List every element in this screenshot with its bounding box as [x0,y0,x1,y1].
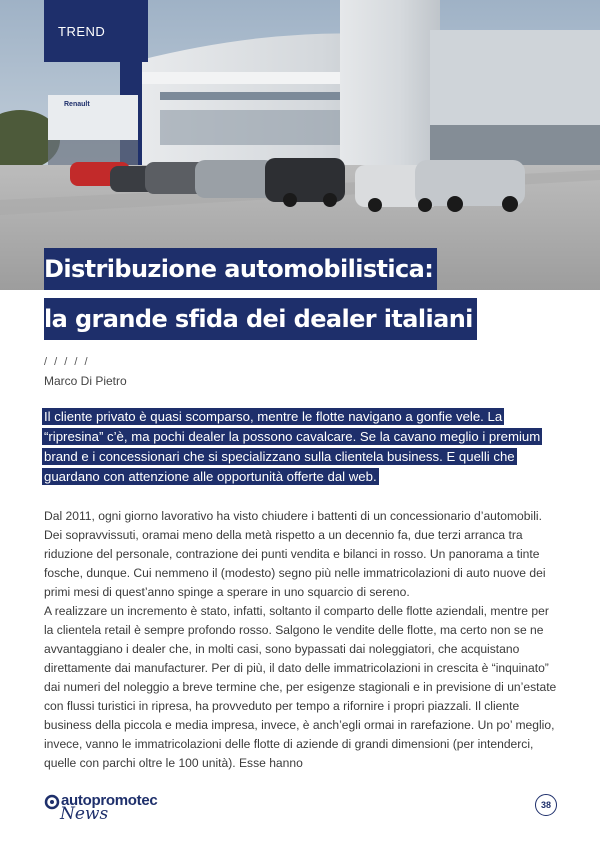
section-tag-label: TREND [58,23,106,39]
section-tag [44,0,148,62]
logo-brand-name: autopromotec [61,792,158,809]
logo-mark-icon [44,794,60,810]
lead-paragraph [42,407,562,487]
body-paragraph-2: A realizzare un incremento è stato, infatti, soltanto il comparto delle flotte aziendali, mentre per la clientela retail è sempre profondo rosso. Salgono le vendite delle flotte, ma certo non se ne avvantaggiano i dealer che, in molti casi, sono bypassati dai noleggiatori, che acquistano direttamente dai manufacturer. Per di più, il dato delle immatricolazioni in crescita è “inquinato” dai numeri del noleggio a breve termine che, per esigenze stagionali e in previsione di un’estate con flussi turistici in ripresa, ha provveduto per tempo a rifornire i propri piazzali. Il cliente business della piccola e media impresa, invece, è anch’egli ormai in rarefazione. Un po’ meglio, invece, vanno le immatricolazioni delle flotte di aziende di grandi dimensioni (per intenderci, quelle con parchi oltre le 100 unità). Esse hanno [44,604,557,770]
body-paragraph-1: Dal 2011, ogni giorno lavorativo ha visto chiudere i battenti di un concessionario d’automobili. Dei sopravvissuti, oramai meno della metà rispetto a un decennio fa, due terzi arranca tra riduzione del personale, contrazione dei punti vendita e bilanci in rosso. Un panorama a tinte fosche, dunque. Cui nemmeno il (modesto) segno più nelle immatricolazioni di auto nuove dei primi mesi di quest’anno spinge a sperare in uno squarcio di sereno. [44,509,546,599]
article-body [44,507,560,773]
logo-news: News [60,804,109,824]
autopromotec-logo [44,792,194,828]
lead-text: Il cliente privato è quasi scomparso, mentre le flotte navigano a gonfie vele. La “ripresina” c’è, ma pochi dealer la possono cavalcare. Se la cavano meglio i premium brand e i concessionari che si specializzano sulla clientela business. E quelli che guardano con attenzione alle opportunità offerte dal web. [44,409,541,484]
author-name: Marco Di Pietro [44,374,127,388]
article-title-line-2: la grande sfida dei dealer italiani [44,298,477,340]
storefront-sign-text: Renault [64,101,90,108]
hero-image [0,0,600,290]
page-number: 38 [535,794,557,816]
dateline: / / / / / [44,356,90,368]
article-title-line-1: Distribuzione automobilistica: [44,248,437,290]
